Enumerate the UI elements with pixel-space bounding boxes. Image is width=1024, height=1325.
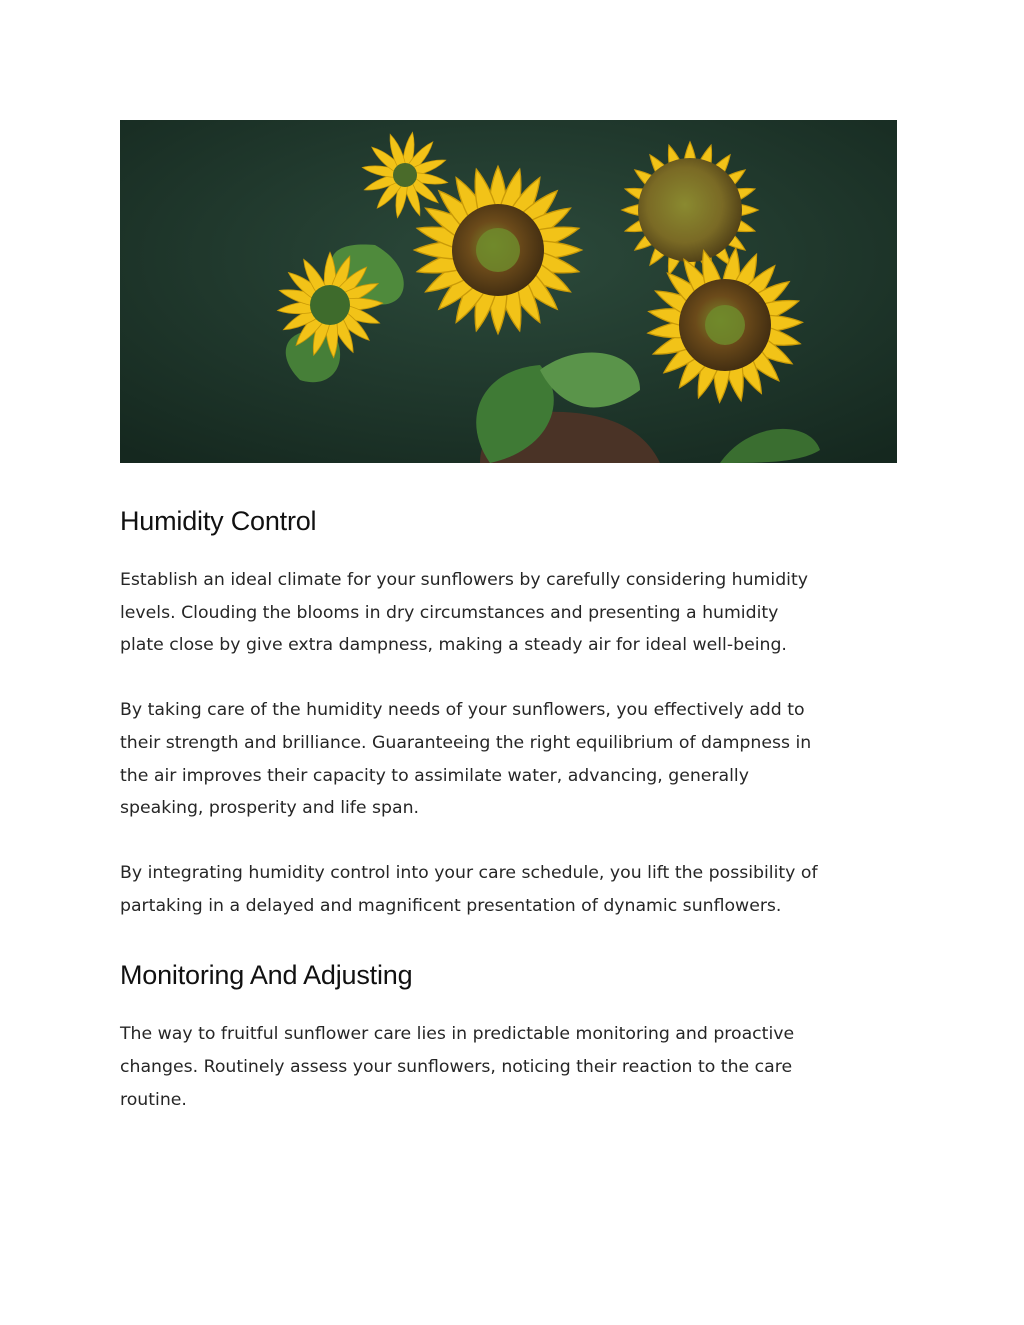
text-line: partaking in a delayed and magnificent presentation of dynamic sunflowers.	[120, 895, 782, 916]
text-line: routine.	[120, 1089, 187, 1110]
text-line: plate close by give extra dampness, making a steady air for ideal well-being.	[120, 635, 787, 656]
paragraph-monitoring	[120, 1018, 910, 1116]
text-line: changes. Routinely assess your sunflowers, noticing their reaction to the care	[120, 1057, 793, 1078]
text-line: By taking care of the humidity needs of your sunflowers, you effectively add to	[120, 700, 805, 721]
text-line: The way to fruitful sunflower care lies in predictable monitoring and proactive	[120, 1024, 795, 1045]
paragraph-humidity-needs	[120, 694, 910, 825]
text-line: speaking, prosperity and life span.	[120, 798, 420, 819]
heading-monitoring-and-adjusting: Monitoring And Adjusting	[120, 960, 413, 991]
text-line: By integrating humidity control into your care schedule, you lift the possibility of	[120, 862, 818, 883]
text-line: their strength and brilliance. Guaranteeing the right equilibrium of dampness in	[120, 732, 812, 753]
paragraph-humidity-intro	[120, 564, 910, 662]
sunflowers-illustration	[120, 120, 897, 463]
text-line: the air improves their capacity to assimilate water, advancing, generally	[120, 765, 749, 786]
text-line: levels. Clouding the blooms in dry circumstances and presenting a humidity	[120, 602, 779, 623]
document-page	[120, 120, 910, 1116]
sunflowers-image	[120, 120, 897, 463]
text-line: Establish an ideal climate for your sunflowers by carefully considering humidity	[120, 570, 808, 590]
heading-humidity-control: Humidity Control	[120, 506, 317, 536]
paragraph-humidity-schedule	[120, 857, 910, 922]
